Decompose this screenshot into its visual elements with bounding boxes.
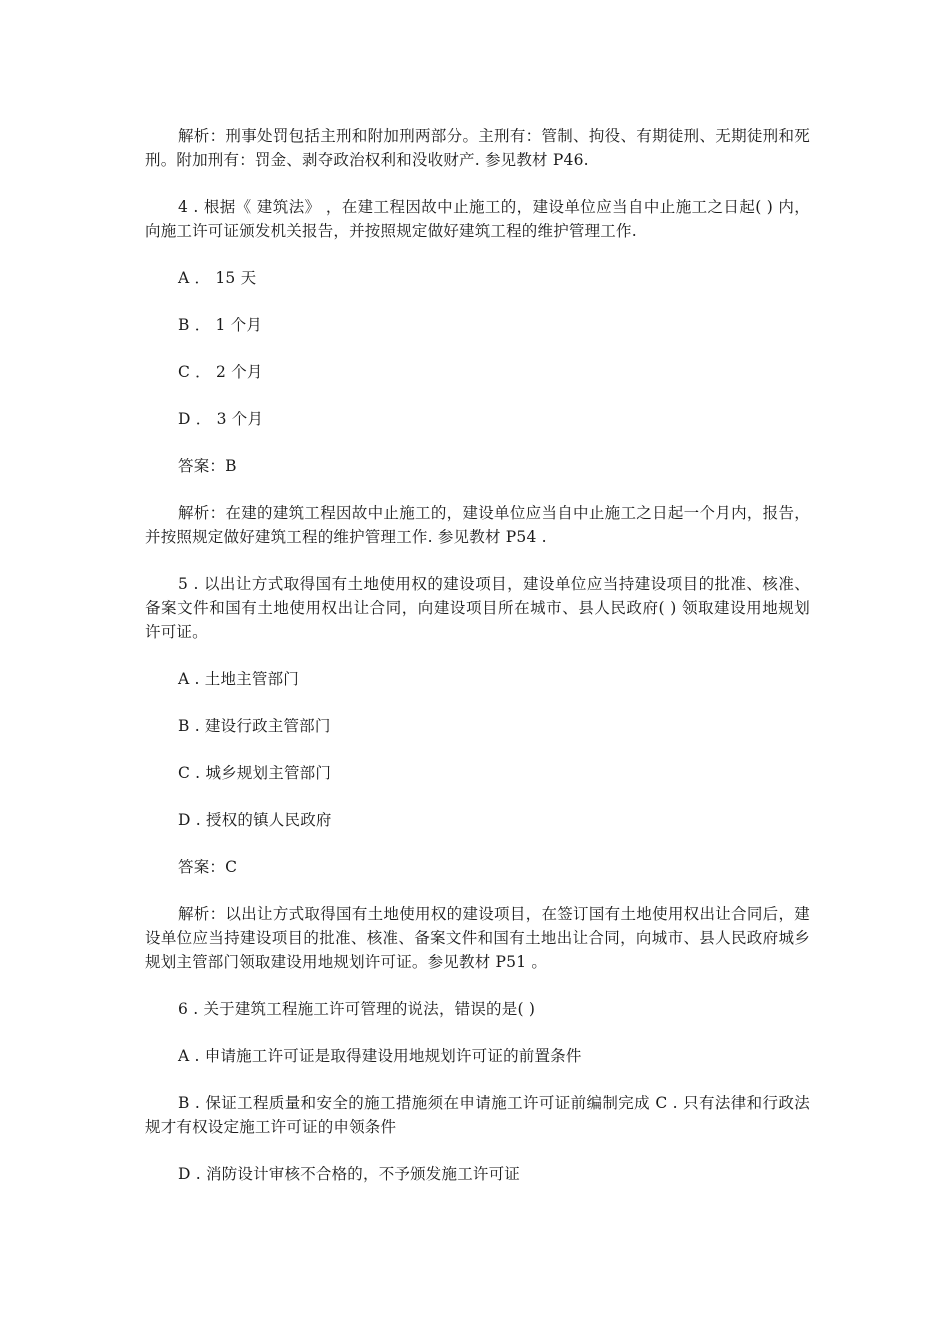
question-5-option-c: C . 城乡规划主管部门 — [178, 764, 332, 782]
question-6-stem: 6 . 关于建筑工程施工许可管理的说法，错误的是( ) — [178, 1000, 536, 1018]
question-5-option-a: A . 土地主管部门 — [178, 670, 299, 688]
question-4-option-c: C ． 2 个月 — [178, 363, 263, 381]
analysis-paragraph-q3: 解析：刑事处罚包括主刑和附加刑两部分。主刑有：管制、拘役、有期徒刑、无期徒刑和死刑。附加刑有：罚金、剥夺政治权利和没收财产. 参见教材 P46. — [145, 127, 810, 169]
question-5-answer: 答案：C — [178, 858, 238, 876]
question-6-option-d: D . 消防设计审核不合格的，不予颁发施工许可证 — [178, 1165, 521, 1183]
question-4-option-b: B ． 1 个月 — [178, 316, 263, 334]
question-5-analysis: 解析：以出让方式取得国有土地使用权的建设项目，在签订国有土地使用权出让合同后，建设单位应当持建设项目的批准、核准、备案文件和国有土地出让合同，向城市、县人民政府城乡规划主管部门领取建设用地规划许可证。参见教材 P51 。 — [145, 905, 810, 971]
question-5-stem: 5 . 以出让方式取得国有土地使用权的建设项目，建设单位应当持建设项目的批准、核准、备案文件和国有土地使用权出让合同，向建设项目所在城市、县人民政府( ) 领取建设用地规划许可证。 — [145, 575, 810, 641]
question-4-stem: 4 . 根据《 建筑法》 ，在建工程因故中止施工的，建设单位应当自中止施工之日起( ) 内，向施工许可证颁发机关报告，并按照规定做好建筑工程的维护管理工作. — [145, 198, 810, 240]
question-5-option-d: D . 授权的镇人民政府 — [178, 811, 332, 829]
question-5-option-b: B . 建设行政主管部门 — [178, 717, 331, 735]
question-4-answer: 答案：B — [178, 457, 237, 475]
question-4-analysis: 解析：在建的建筑工程因故中止施工的，建设单位应当自中止施工之日起一个月内，报告，并按照规定做好建筑工程的维护管理工作. 参见教材 P54 . — [145, 504, 810, 546]
question-4-option-d: D ． 3 个月 — [178, 410, 264, 428]
question-6-option-a: A . 申请施工许可证是取得建设用地规划许可证的前置条件 — [178, 1047, 582, 1065]
question-4-option-a: A ． 15 天 — [178, 269, 257, 287]
document-page — [145, 124, 810, 1209]
question-6-option-b-c: B . 保证工程质量和安全的施工措施须在申请施工许可证前编制完成 C . 只有法律和行政法规才有权设定施工许可证的申领条件 — [145, 1094, 810, 1136]
